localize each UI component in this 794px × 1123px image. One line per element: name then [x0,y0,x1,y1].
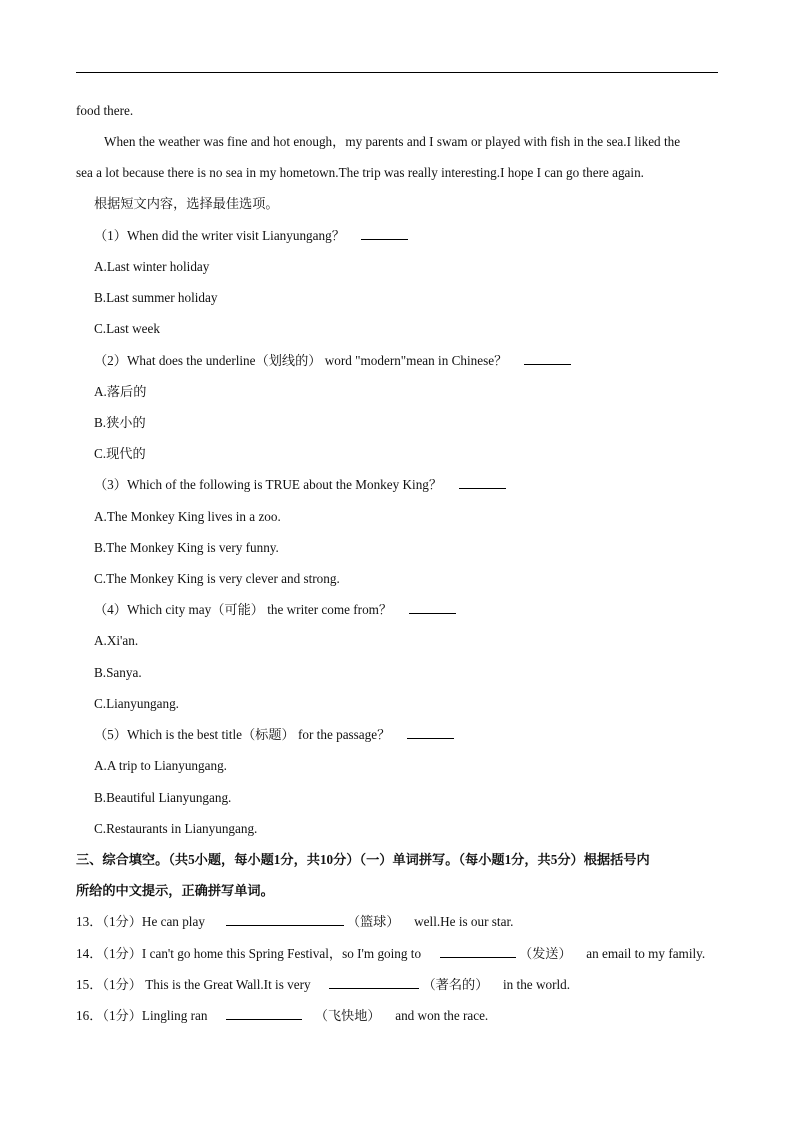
answer-blank[interactable] [226,914,344,926]
question-4-option-c[interactable]: C.Lianyungang. [94,696,179,711]
answer-blank[interactable] [329,977,419,989]
instruction: 根据短文内容，选择最佳选项。 [94,196,279,211]
question-4-option-b[interactable]: B.Sanya. [94,665,142,680]
passage-line-1: food there. [76,103,134,118]
answer-blank[interactable] [524,353,571,365]
fill-item-prefix: 13．（1分）He can play [76,914,205,929]
question-stem: （1）When did the writer visit Lianyungang？ [94,228,345,243]
question-5-option-c[interactable]: C.Restaurants in Lianyungang. [94,821,258,836]
question-3-option-b[interactable]: B.The Monkey King is very funny. [94,540,279,555]
question-2-option-c[interactable]: C.现代的 [94,446,146,461]
answer-blank[interactable] [409,602,456,614]
fill-item-prefix: 15．（1分） This is the Great Wall.It is very [76,977,311,992]
fill-item-15 [76,977,570,993]
question-1-option-b[interactable]: B.Last summer holiday [94,290,218,305]
answer-blank[interactable] [440,946,516,958]
fill-item-14 [76,946,705,962]
chinese-hint: （著名的） [422,977,489,992]
question-5-option-a[interactable]: A.A trip to Lianyungang. [94,758,227,773]
fill-item-suffix: in the world. [502,977,571,992]
chinese-hint: （篮球） [346,914,400,929]
question-stem: （2）What does the underline（划线的） word "modern"mean in Chinese？ [94,353,508,368]
question-3 [94,477,506,493]
answer-blank[interactable] [226,1008,302,1020]
passage-line-2: When the weather was fine and hot enough，my parents and I swam or played with fish in the sea.I liked the [104,134,681,149]
fill-item-suffix: and won the race. [395,1008,489,1023]
header-rule [76,72,718,73]
answer-blank[interactable] [459,477,506,489]
question-2 [94,353,571,369]
answer-blank[interactable] [407,727,454,739]
fill-item-prefix: 14．（1分）I can't go home this Spring Festival，so I'm going to [76,946,422,961]
fill-item-16 [76,1008,488,1024]
question-4-option-a[interactable]: A.Xi'an. [94,633,139,648]
fill-item-suffix: well.He is our star. [414,914,514,929]
question-2-option-a[interactable]: A.落后的 [94,384,147,399]
question-5-option-b[interactable]: B.Beautiful Lianyungang. [94,790,232,805]
question-5 [94,727,454,743]
chinese-hint: （飞快地） [314,1008,381,1023]
question-3-option-c[interactable]: C.The Monkey King is very clever and strong. [94,571,340,586]
section-heading-line-1: 三、综合填空。（共5小题，每小题1分，共10分）（一）单词拼写。（每小题1分，共5分）根据括号内 [76,852,650,867]
question-stem: （4）Which city may（可能） the writer come from？ [94,602,393,617]
fill-item-13 [76,914,513,930]
fill-item-prefix: 16．（1分）Lingling ran [76,1008,208,1023]
question-stem: （3）Which of the following is TRUE about the Monkey King？ [94,477,443,492]
question-2-option-b[interactable]: B.狭小的 [94,415,146,430]
question-stem: （5）Which is the best title（标题） for the passage？ [94,727,391,742]
question-3-option-a[interactable]: A.The Monkey King lives in a zoo. [94,509,281,524]
passage-line-3: sea a lot because there is no sea in my hometown.The trip was really interesting.I hope I can go there again. [76,165,644,180]
section-heading-line-2: 所给的中文提示，正确拼写单词。 [76,883,274,898]
question-4 [94,602,456,618]
chinese-hint: （发送） [518,946,572,961]
answer-blank[interactable] [361,228,408,240]
fill-item-suffix: an email to my family. [586,946,706,961]
question-1-option-c[interactable]: C.Last week [94,321,160,336]
question-1-option-a[interactable]: A.Last winter holiday [94,259,210,274]
question-1 [94,228,408,244]
